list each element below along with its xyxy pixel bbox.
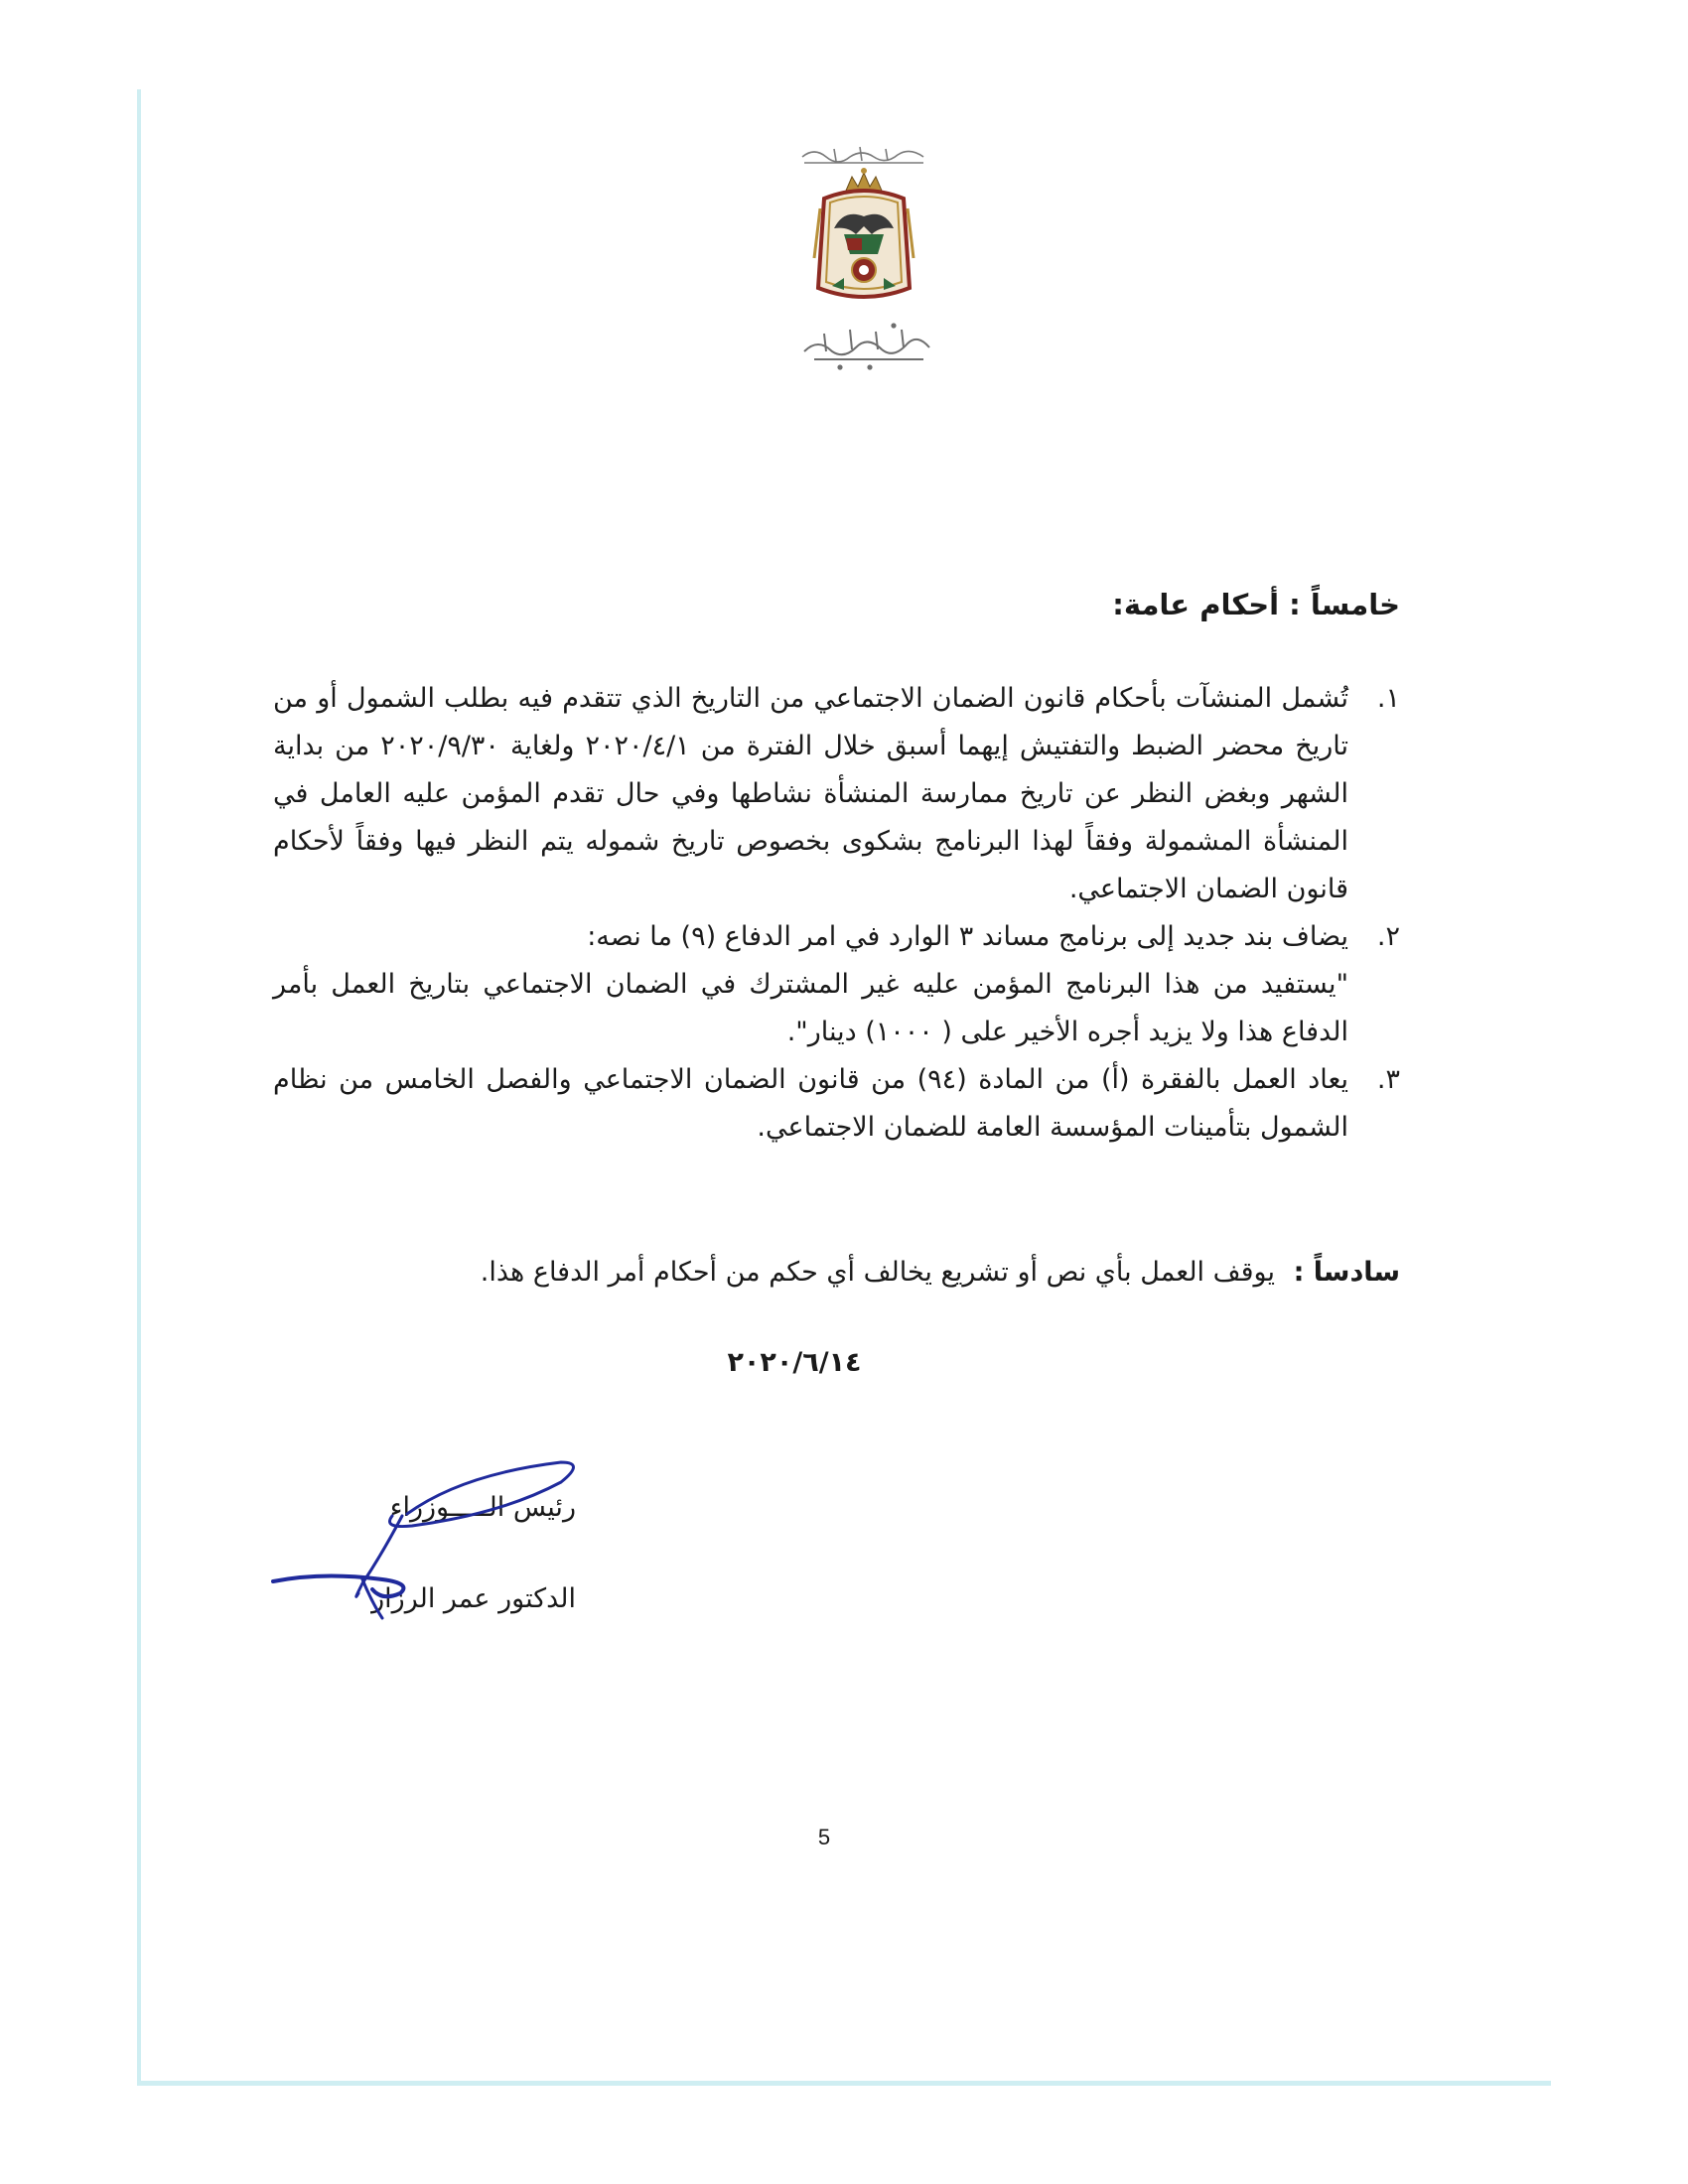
clause-1 xyxy=(273,675,1400,913)
clause-list xyxy=(273,675,1400,1152)
clause-2 xyxy=(273,913,1400,1056)
clause-3 xyxy=(273,1056,1400,1152)
basmala-calligraphy xyxy=(802,147,923,163)
clause-number: ١. xyxy=(1376,683,1400,714)
clause-paragraph: يضاف بند جديد إلى برنامج مساند ٣ الوارد في امر الدفاع (٩) ما نصه: xyxy=(587,921,1348,952)
letterhead-graphic xyxy=(774,139,953,387)
clause-paragraph: يعاد العمل بالفقرة (أ) من المادة (٩٤) من قانون الضمان الاجتماعي والفصل الخامس من نظام الشمول بتأمينات المؤسسة العامة للضمان الاجتماعي. xyxy=(273,1064,1348,1143)
clause-number: ٢. xyxy=(1376,921,1400,952)
clause-quote: "يستفيد من هذا البرنامج المؤمن عليه غير المشترك في الضمان الاجتماعي بتاريخ العمل بأمر الدفاع هذا ولا يزيد أجره الأخير على ( ١٠٠٠) دينار". xyxy=(273,969,1348,1047)
letterhead xyxy=(774,139,953,387)
signatory-title: رئيس الـــــوزراء xyxy=(389,1492,576,1523)
section-five-title: خامساً : أحكام عامة: xyxy=(1112,588,1400,621)
scan-edge-bottom xyxy=(137,2081,1551,2086)
handwritten-signature xyxy=(263,1454,581,1628)
royal-crest-icon xyxy=(814,168,914,297)
scan-edge-left xyxy=(137,89,141,2085)
clause-paragraph: تُشمل المنشآت بأحكام قانون الضمان الاجتماعي من التاريخ الذي تتقدم فيه بطلب الشمول أو من تاريخ محضر الضبط والتفتيش إيهما أسبق خلال الفترة من ٢٠٢٠/٤/١ ولغاية ٢٠٢٠/٩/٣٠ من بداية الشهر وبغض النظر عن تاريخ ممارسة المنشأة نشاطها وفي حال تقدم المؤمن عليه العامل في المنشأة المشمولة وفقاً لهذا البرنامج بشكوى بخصوص تاريخ شموله يتم النظر فيها وفقاً لأحكام قانون الضمان الاجتماعي. xyxy=(273,683,1348,904)
section-six xyxy=(417,1249,1400,1297)
document-date: ٢٠٢٠/٦/١٤ xyxy=(727,1347,862,1378)
section-six-text: يوقف العمل بأي نص أو تشريع يخالف أي حكم من أحكام أمر الدفاع هذا. xyxy=(480,1257,1275,1288)
page-number: 5 xyxy=(817,1825,831,1849)
clause-number: ٣. xyxy=(1376,1064,1400,1095)
section-six-label: سادساً : xyxy=(1293,1257,1400,1288)
signatory-name: الدكتور عمر الرزاز xyxy=(371,1583,576,1614)
office-name-calligraphy xyxy=(804,324,929,368)
